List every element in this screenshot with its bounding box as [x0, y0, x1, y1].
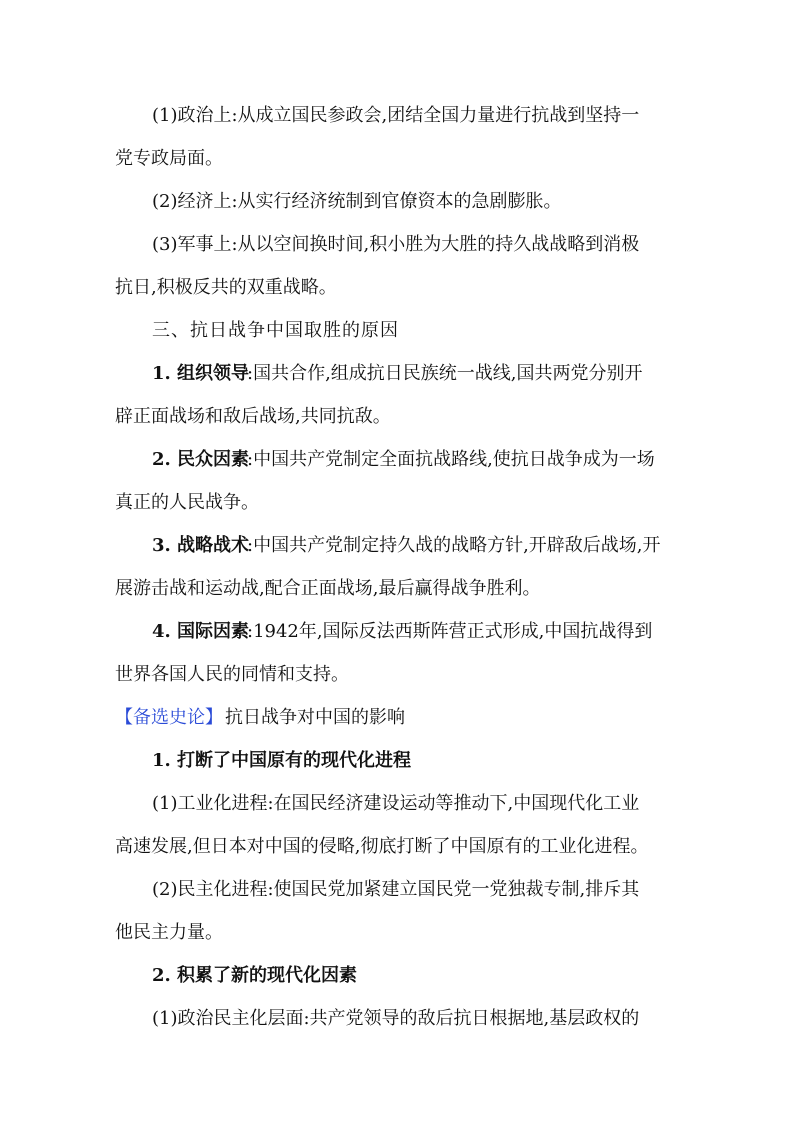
line-text: (1)工业化进程:在国民经济建设运动等推动下,中国现代化工业 — [152, 793, 640, 814]
item-text: :中国共产党制定持久战的战略方针,开辟敌后战场,开 — [247, 535, 661, 556]
line-text: 抗日,积极反共的双重战略。 — [115, 277, 337, 298]
line-text: 辟正面战场和敌后战场,共同抗敌。 — [115, 406, 391, 427]
section-heading-text: 三、抗日战争中国取胜的原因 — [152, 320, 399, 341]
subheading-text: 2. 积累了新的现代化因素 — [152, 965, 358, 986]
line-text: 高速发展,但日本对中国的侵略,彻底打断了中国原有的工业化进程。 — [115, 836, 649, 857]
highlight-heading-text: 抗日战争对中国的影响 — [225, 707, 405, 728]
line-text: (2)经济上:从实行经济统制到官僚资本的急剧膨胀。 — [152, 191, 562, 212]
item-text: :中国共产党制定全面抗战路线,使抗日战争成为一场 — [247, 449, 655, 470]
item-label: 3. 战略战术 — [152, 535, 250, 556]
line-text: 他民主力量。 — [115, 922, 223, 943]
item-label: 1. 组织领导 — [152, 363, 250, 384]
item-label: 4. 国际因素 — [152, 621, 250, 642]
item-text: :1942年,国际反法西斯阵营正式形成,中国抗战得到 — [247, 621, 653, 642]
item-label: 2. 民众因素 — [152, 449, 250, 470]
line-text: 党专政局面。 — [115, 148, 223, 169]
subheading-text: 1. 打断了中国原有的现代化进程 — [152, 750, 412, 771]
line-text: (3)军事上:从以空间换时间,积小胜为大胜的持久战战略到消极 — [152, 234, 640, 255]
line-text: (1)政治民主化层面:共产党领导的敌后抗日根据地,基层政权的 — [152, 1008, 640, 1029]
line-text: 世界各国人民的同情和支持。 — [115, 664, 349, 685]
line-text: 真正的人民战争。 — [115, 492, 259, 513]
item-text: :国共合作,组成抗日民族统一战线,国共两党分别开 — [247, 363, 643, 384]
line-text: (2)民主化进程:使国民党加紧建立国民党一党独裁专制,排斥其 — [152, 879, 640, 900]
line-text: (1)政治上:从成立国民参政会,团结全国力量进行抗战到坚持一 — [152, 105, 640, 126]
highlight-bracket-label: 【备选史论】 — [115, 707, 223, 728]
line-text: 展游击战和运动战,配合正面战场,最后赢得战争胜利。 — [115, 578, 541, 599]
